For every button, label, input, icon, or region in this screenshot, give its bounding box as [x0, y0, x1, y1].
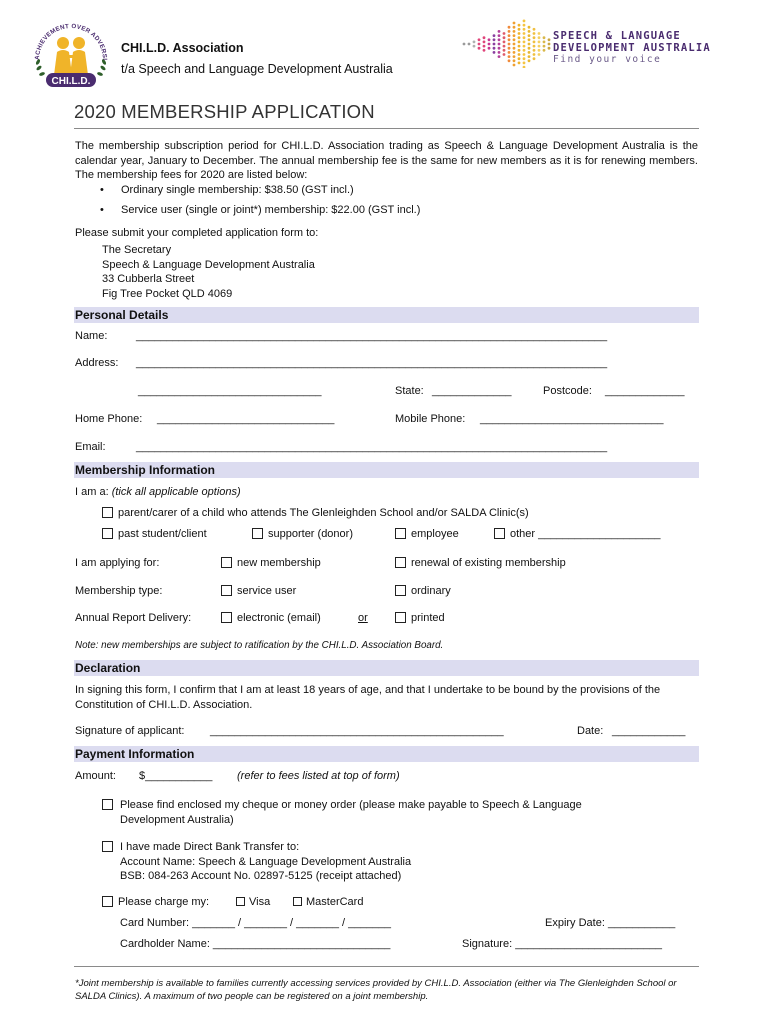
address-field[interactable]: _____________________________________________________________________________ [136, 357, 608, 369]
salda-sound-dot [543, 36, 546, 39]
i-am-a-hint: (tick all applicable options) [111, 486, 241, 498]
salda-sound-dot [548, 47, 551, 50]
salda-sound-dot [523, 66, 526, 68]
salda-sound-dot [528, 51, 531, 54]
salda-sound-dot [528, 55, 531, 58]
option-new-membership[interactable] [221, 557, 321, 569]
title-divider [74, 128, 699, 129]
option-cheque[interactable] [102, 798, 582, 827]
option-supporter[interactable] [252, 528, 353, 540]
salda-sound-dot [463, 43, 466, 46]
mastercard-label: MasterCard [306, 896, 364, 908]
salda-sound-dot [503, 41, 506, 44]
home-phone-label: Home Phone: [75, 413, 143, 425]
salda-logo-line2: DEVELOPMENT AUSTRALIA [553, 42, 711, 54]
salda-sound-dot [513, 64, 516, 67]
salda-sound-dot [493, 51, 496, 54]
option-other[interactable] [494, 528, 660, 540]
charge-card-label: Please charge my: [118, 896, 210, 908]
checkbox-service-user[interactable] [221, 585, 232, 596]
salda-sound-dot [518, 41, 521, 44]
salda-sound-dot [498, 51, 501, 54]
option-supporter-label: supporter (donor) [268, 528, 353, 540]
salda-sound-dot [498, 34, 501, 37]
salda-sound-dot [528, 59, 531, 62]
salda-sound-dot [538, 32, 541, 35]
salda-sound-dot [518, 49, 521, 52]
salda-sound-dot [508, 26, 511, 29]
salda-sound-dot [493, 47, 496, 50]
salda-sound-dot [483, 41, 486, 44]
salda-sound-dot [513, 30, 516, 33]
salda-sound-dot [533, 28, 536, 31]
salda-sound-dot [538, 45, 541, 48]
checkbox-charge-card[interactable] [102, 896, 113, 907]
salda-sound-dot [483, 45, 486, 48]
joint-membership-footnote: *Joint membership is available to families currently accessing services provided by CHI.L.D. Association (either via The Glenleighden School or SALDA Clinics). A maximum of two people can be registered on a joint membership. [75, 978, 677, 1002]
salda-sound-dot [503, 32, 506, 35]
salda-sound-dot [523, 36, 526, 39]
email-label: Email: [75, 441, 106, 453]
checkbox-cheque[interactable] [102, 799, 113, 810]
salda-logo-tagline: Find your voice [553, 54, 662, 65]
salda-sound-dot [518, 62, 521, 65]
checkbox-employee[interactable] [395, 528, 406, 539]
salda-sound-dot [488, 43, 491, 46]
salda-sound-dot [518, 57, 521, 60]
option-ordinary[interactable] [395, 585, 451, 597]
salda-sound-dot [483, 49, 486, 52]
checkbox-visa[interactable] [236, 897, 245, 906]
checkbox-other[interactable] [494, 528, 505, 539]
intro-paragraph: The membership subscription period for CHI.L.D. Association trading as Speech & Language Development Australia is the calendar year, January to December. The annual membership fee is the same for new members as it is for renewing members. The membership fees for 2020 are listed below: [75, 140, 698, 181]
salda-sound-dot [513, 43, 516, 46]
option-mastercard[interactable] [293, 896, 363, 908]
section-payment-information: Payment Information [74, 746, 699, 762]
salda-sound-dot [513, 26, 516, 29]
section-declaration: Declaration [74, 660, 699, 676]
salda-sound-dot [483, 36, 486, 39]
salda-sound-dot [543, 41, 546, 44]
email-field[interactable]: _____________________________________________________________________________ [136, 441, 608, 453]
option-past-student-label: past student/client [118, 528, 207, 540]
section-membership-information: Membership Information [74, 462, 699, 478]
checkbox-supporter[interactable] [252, 528, 263, 539]
salda-sound-dot [523, 41, 526, 44]
salda-logo-line1: SPEECH & LANGUAGE [553, 30, 681, 42]
checkbox-bank-transfer[interactable] [102, 841, 113, 852]
trading-as: t/a Speech and Language Development Australia [121, 62, 393, 76]
salda-sound-dot [523, 24, 526, 27]
salda-sound-dot [548, 38, 551, 41]
option-ordinary-label: ordinary [411, 585, 451, 597]
cheque-text-line: Please find enclosed my cheque or money order (please make payable to Speech & Language [120, 799, 582, 811]
salda-sound-dot [513, 55, 516, 58]
postcode-label: Postcode: [543, 385, 592, 397]
postal-address [102, 243, 315, 301]
salda-sound-dot [493, 38, 496, 41]
checkbox-renewal[interactable] [395, 557, 406, 568]
salda-sound-dot [508, 34, 511, 37]
option-printed-label: printed [411, 612, 445, 624]
salda-sound-dot [518, 53, 521, 56]
state-field[interactable]: _____________ [432, 385, 512, 397]
salda-sound-dot [478, 43, 481, 46]
address-line: Speech & Language Development Australia [102, 258, 315, 271]
salda-sound-dot [533, 41, 536, 44]
salda-sound-dot [518, 24, 521, 27]
salda-sound-dot [518, 28, 521, 31]
salda-sound-dot [533, 45, 536, 48]
date-field[interactable]: ____________ [612, 725, 686, 737]
salda-sound-dot [538, 53, 541, 56]
salda-sound-dot [508, 47, 511, 50]
salda-sound-dot [528, 38, 531, 41]
declaration-text: In signing this form, I confirm that I am at least 18 years of age, and that I undertake to be bound by the provisions of the Constitution of CHI.L.D. Association. [75, 684, 661, 711]
i-am-a-row [75, 486, 241, 498]
signature-label: Signature of applicant: [75, 725, 185, 737]
option-renewal[interactable] [395, 557, 566, 569]
salda-sound-bars [460, 6, 552, 68]
salda-sound-dot [518, 32, 521, 35]
address-line: The Secretary [102, 244, 172, 256]
checkbox-past-student[interactable] [102, 528, 113, 539]
salda-sound-dot [508, 59, 511, 62]
salda-sound-dot [523, 32, 526, 35]
salda-sound-dot [493, 43, 496, 46]
salda-sound-dot [498, 38, 501, 41]
salda-sound-dot [498, 47, 501, 50]
address-line: 33 Cubberla Street [102, 273, 195, 285]
child-logo-graphic [30, 18, 112, 90]
salda-sound-dot [488, 47, 491, 50]
option-electronic-label: electronic (email) [237, 612, 321, 624]
option-visa[interactable] [236, 896, 270, 908]
salda-sound-dot [523, 45, 526, 48]
membership-type-label: Membership type: [75, 585, 163, 597]
visa-label: Visa [249, 896, 271, 908]
child-logo-wordmark: CHI.L.D. [51, 76, 91, 87]
salda-sound-dot [503, 45, 506, 48]
address-line: Fig Tree Pocket QLD 4069 [102, 287, 233, 300]
salda-sound-dot [523, 49, 526, 52]
salda-sound-dot [518, 45, 521, 48]
state-label: State: [395, 385, 424, 397]
fee-bullet-service-user: • Service user (single or joint*) membership: $22.00 (GST incl.) [101, 204, 420, 216]
salda-sound-dot [543, 49, 546, 52]
organisation-name: CHI.L.D. Association [121, 41, 244, 55]
salda-sound-dot [528, 30, 531, 33]
report-delivery-label: Annual Report Delivery: [75, 612, 192, 624]
transfer-text-line: Account Name: Speech & Language Development Australia [120, 855, 412, 868]
mobile-phone-label: Mobile Phone: [395, 413, 466, 425]
cheque-text-line: Development Australia) [120, 813, 234, 826]
cardholder-name-field[interactable]: Cardholder Name: _____________________________ [120, 938, 391, 950]
salda-sound-dot [508, 51, 511, 54]
expiry-date-field[interactable]: Expiry Date: ___________ [545, 917, 676, 929]
page-title: 2020 MEMBERSHIP APPLICATION [74, 101, 375, 122]
salda-sound-dot [533, 57, 536, 60]
option-parent-carer[interactable] [102, 507, 529, 519]
submit-instruction: Please submit your completed application form to: [75, 227, 319, 239]
salda-sound-dot [523, 20, 526, 23]
salda-sound-dot [513, 59, 516, 62]
salda-sound-dot [533, 36, 536, 39]
card-number-field[interactable]: Card Number: _______ / _______ / _______ / _______ [120, 917, 391, 929]
option-past-student[interactable] [102, 528, 207, 540]
salda-sound-dot [478, 38, 481, 41]
amount-label: Amount: [75, 770, 116, 782]
salda-logo [460, 6, 740, 68]
i-am-a-label: I am a: [75, 486, 109, 498]
salda-sound-dot [528, 26, 531, 29]
salda-sound-dot [513, 38, 516, 41]
salda-sound-dot [508, 30, 511, 33]
salda-sound-dot [513, 34, 516, 37]
salda-sound-dot [498, 55, 501, 58]
option-employee[interactable] [395, 528, 459, 540]
option-other-label: other ____________________ [510, 528, 661, 540]
checkbox-electronic[interactable] [221, 612, 232, 623]
address-field-line2[interactable]: ______________________________ [138, 385, 322, 397]
child-logo-arc-text: ACHIEVEMENT OVER ADVERSI [33, 22, 109, 61]
salda-sound-dot [543, 45, 546, 48]
salda-sound-dot [533, 49, 536, 52]
salda-sound-dot [468, 43, 471, 46]
name-label: Name: [75, 330, 108, 342]
mobile-phone-field[interactable]: ______________________________ [480, 413, 664, 425]
salda-sound-dot [473, 45, 476, 48]
checkbox-parent-carer[interactable] [102, 507, 113, 518]
salda-sound-dot [528, 34, 531, 37]
option-service-user[interactable] [221, 585, 296, 597]
salda-sound-dot [493, 34, 496, 37]
checkbox-new-membership[interactable] [221, 557, 232, 568]
salda-sound-dot [533, 53, 536, 56]
option-printed[interactable] [395, 612, 445, 624]
salda-sound-dot [508, 55, 511, 58]
option-parent-carer-label: parent/carer of a child who attends The Glenleighden School and/or SALDA Clinic(s) [118, 507, 529, 519]
salda-sound-dot [508, 38, 511, 41]
salda-sound-dot [513, 47, 516, 50]
salda-sound-dot [528, 47, 531, 50]
option-renewal-label: renewal of existing membership [411, 557, 566, 569]
amount-hint: (refer to fees listed at top of form) [237, 770, 400, 782]
salda-sound-dot [538, 41, 541, 44]
salda-sound-dot [488, 38, 491, 41]
salda-sound-dot [528, 43, 531, 46]
salda-sound-dot [538, 49, 541, 52]
transfer-text-line: I have made Direct Bank Transfer to: [120, 841, 300, 853]
signature-field[interactable]: ________________________________________________ [210, 725, 504, 737]
option-new-membership-label: new membership [237, 557, 321, 569]
option-service-user-label: service user [237, 585, 297, 597]
salda-sound-dot [513, 22, 516, 25]
amount-field[interactable]: $___________ [139, 770, 213, 782]
salda-sound-dot [523, 53, 526, 56]
salda-sound-dot [513, 51, 516, 54]
salda-sound-dot [473, 41, 476, 44]
option-bank-transfer[interactable] [102, 840, 411, 884]
salda-sound-dot [498, 30, 501, 33]
postcode-field[interactable]: _____________ [605, 385, 685, 397]
salda-sound-dot [533, 32, 536, 35]
salda-sound-dot [523, 28, 526, 31]
child-logo [30, 18, 112, 90]
option-employee-label: employee [411, 528, 459, 540]
applying-for-label: I am applying for: [75, 557, 160, 569]
salda-sound-dot [548, 43, 551, 46]
home-phone-field[interactable]: _____________________________ [157, 413, 335, 425]
checkbox-ordinary[interactable] [395, 585, 406, 596]
date-label: Date: [577, 725, 604, 737]
fee-bullet-ordinary: • Ordinary single membership: $38.50 (GST incl.) [101, 184, 354, 196]
card-signature-field[interactable]: Signature: ________________________ [462, 938, 663, 950]
checkbox-mastercard[interactable] [293, 897, 302, 906]
or-separator: or [358, 612, 368, 624]
salda-sound-dot [523, 57, 526, 60]
transfer-text-line: BSB: 084-263 Account No. 02897-5125 (receipt attached) [120, 870, 402, 882]
address-label: Address: [75, 357, 119, 369]
salda-sound-dot [523, 62, 526, 65]
salda-sound-dot [478, 47, 481, 50]
section-personal-details: Personal Details [74, 307, 699, 323]
option-electronic[interactable] [221, 612, 321, 624]
salda-sound-dot [498, 43, 501, 46]
salda-sound-dot [538, 36, 541, 39]
salda-sound-dot [503, 53, 506, 56]
name-field[interactable]: _____________________________________________________________________________ [136, 330, 608, 342]
option-charge-card[interactable] [102, 896, 209, 908]
checkbox-printed[interactable] [395, 612, 406, 623]
ratification-note: Note: new memberships are subject to ratification by the CHI.L.D. Association Board. [75, 640, 444, 651]
footer-divider [74, 966, 699, 967]
salda-sound-dot [508, 43, 511, 46]
salda-sound-dot [503, 36, 506, 39]
salda-sound-dot [503, 49, 506, 52]
salda-sound-dot [518, 36, 521, 39]
